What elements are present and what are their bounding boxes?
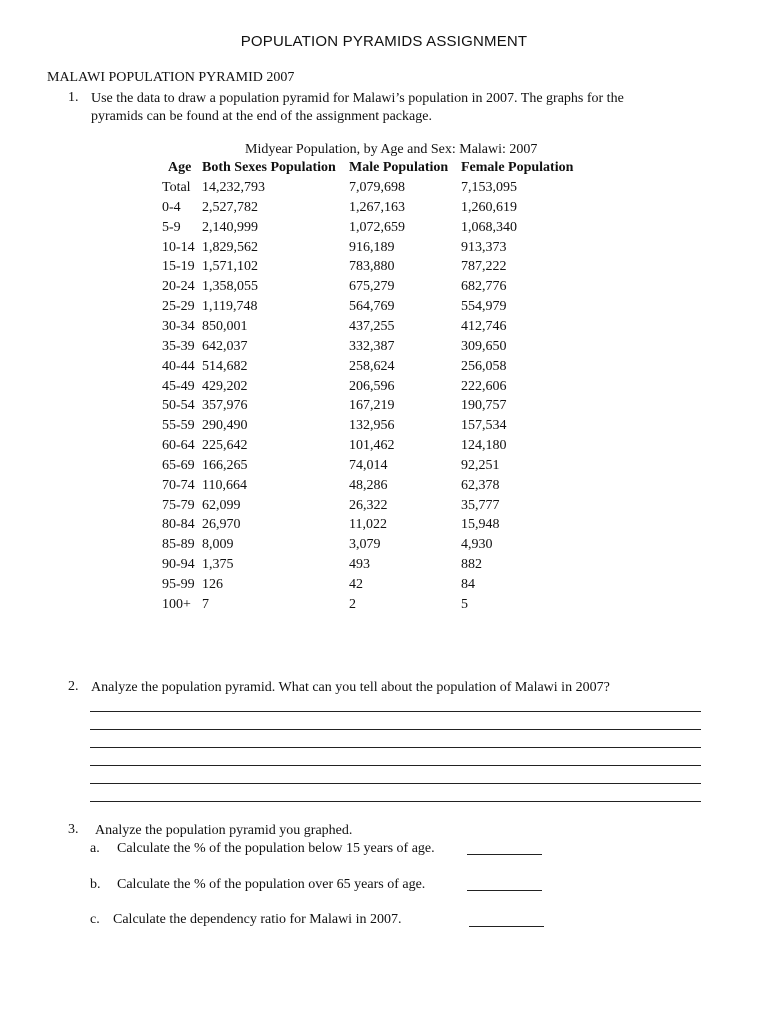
row-female: 412,746 <box>461 318 507 334</box>
row-both-sexes: 62,099 <box>202 497 241 513</box>
row-both-sexes: 225,642 <box>202 438 248 454</box>
answer-blank-3a[interactable] <box>467 854 542 855</box>
header-age: Age <box>168 160 192 175</box>
row-both-sexes: 166,265 <box>202 457 248 473</box>
row-female: 7,153,095 <box>461 180 517 195</box>
row-both-sexes: 1,571,102 <box>202 259 258 275</box>
row-male: 916,189 <box>349 239 395 255</box>
row-female: 222,606 <box>461 378 507 394</box>
row-age: 45-49 <box>162 378 195 394</box>
row-female: 256,058 <box>461 358 507 374</box>
row-both-sexes: 26,970 <box>202 517 241 533</box>
header-male: Male Population <box>349 160 449 175</box>
row-female: 92,251 <box>461 457 500 473</box>
row-female: 5 <box>461 596 468 612</box>
question-3c-label: c. <box>90 912 100 927</box>
answer-line[interactable] <box>90 711 701 712</box>
row-age: 95-99 <box>162 577 195 592</box>
row-both-sexes: 1,829,562 <box>202 239 258 255</box>
question-3-number: 3. <box>68 822 79 837</box>
header-both-sexes: Both Sexes Population <box>202 160 336 175</box>
row-female: 15,948 <box>461 517 500 533</box>
row-age: Total <box>162 180 191 195</box>
row-female: 35,777 <box>461 497 500 513</box>
row-both-sexes: 514,682 <box>202 358 248 374</box>
row-male: 132,956 <box>349 418 395 434</box>
row-age: 35-39 <box>162 338 195 354</box>
row-both-sexes: 1,358,055 <box>202 279 258 295</box>
row-age: 50-54 <box>162 398 195 414</box>
answer-blank-3c[interactable] <box>469 926 544 927</box>
row-male: 437,255 <box>349 318 395 334</box>
row-female: 882 <box>461 557 482 573</box>
answer-line[interactable] <box>90 729 701 730</box>
row-male: 1,267,163 <box>349 199 405 215</box>
page-title: POPULATION PYRAMIDS ASSIGNMENT <box>240 33 528 50</box>
row-both-sexes: 110,664 <box>202 477 247 493</box>
row-female: 124,180 <box>461 438 507 454</box>
question-3b-label: b. <box>90 877 101 892</box>
row-male: 74,014 <box>349 457 388 473</box>
row-age: 0-4 <box>162 199 181 215</box>
question-1-line-2: pyramids can be found at the end of the assignment package. <box>91 109 432 124</box>
row-male: 3,079 <box>349 537 381 553</box>
row-male: 258,624 <box>349 358 395 374</box>
row-male: 206,596 <box>349 378 395 394</box>
row-male: 493 <box>349 557 370 573</box>
row-age: 90-94 <box>162 557 195 573</box>
row-age: 40-44 <box>162 358 195 374</box>
question-3-text: Analyze the population pyramid you graphed. <box>95 823 353 838</box>
header-female: Female Population <box>461 160 574 175</box>
row-female: 190,757 <box>461 398 507 414</box>
row-female: 1,068,340 <box>461 219 517 235</box>
row-male: 167,219 <box>349 398 395 414</box>
row-male: 783,880 <box>349 259 395 275</box>
question-3c-text: Calculate the dependency ratio for Malawi in 2007. <box>113 912 402 927</box>
row-female: 309,650 <box>461 338 507 354</box>
row-both-sexes: 429,202 <box>202 378 248 394</box>
question-1-line-1: Use the data to draw a population pyramid for Malawi’s population in 2007. The graphs for the <box>91 91 624 106</box>
row-age: 25-29 <box>162 299 195 315</box>
row-male: 26,322 <box>349 497 388 513</box>
row-female: 682,776 <box>461 279 507 295</box>
row-age: 70-74 <box>162 477 195 493</box>
question-2-text: Analyze the population pyramid. What can you tell about the population of Malawi in 2007? <box>91 680 610 695</box>
row-age: 80-84 <box>162 517 195 533</box>
row-both-sexes: 642,037 <box>202 338 248 354</box>
row-age: 100+ <box>162 596 191 612</box>
row-male: 48,286 <box>349 477 388 493</box>
row-both-sexes: 2,140,999 <box>202 219 258 235</box>
row-age: 15-19 <box>162 259 195 275</box>
row-age: 10-14 <box>162 239 195 255</box>
row-both-sexes: 8,009 <box>202 537 234 553</box>
answer-line[interactable] <box>90 765 701 766</box>
row-male: 564,769 <box>349 299 395 315</box>
answer-line[interactable] <box>90 747 701 748</box>
row-both-sexes: 2,527,782 <box>202 199 258 215</box>
question-2-number: 2. <box>68 679 79 694</box>
answer-line[interactable] <box>90 783 701 784</box>
row-female: 787,222 <box>461 259 507 275</box>
row-male: 675,279 <box>349 279 395 295</box>
row-male: 332,387 <box>349 338 395 354</box>
row-age: 85-89 <box>162 537 195 553</box>
row-both-sexes: 850,001 <box>202 318 248 334</box>
row-male: 11,022 <box>349 517 387 533</box>
answer-blank-3b[interactable] <box>467 890 542 891</box>
row-age: 30-34 <box>162 318 195 334</box>
row-both-sexes: 1,375 <box>202 557 234 573</box>
row-both-sexes: 126 <box>202 577 223 592</box>
row-both-sexes: 7 <box>202 596 209 612</box>
row-male: 2 <box>349 596 356 612</box>
row-age: 65-69 <box>162 457 195 473</box>
section-heading: MALAWI POPULATION PYRAMID 2007 <box>47 70 295 85</box>
row-male: 42 <box>349 577 363 592</box>
row-age: 60-64 <box>162 438 195 454</box>
answer-line[interactable] <box>90 801 701 802</box>
row-age: 20-24 <box>162 279 195 295</box>
row-both-sexes: 357,976 <box>202 398 248 414</box>
row-female: 554,979 <box>461 299 507 315</box>
question-3a-text: Calculate the % of the population below 15 years of age. <box>117 841 435 856</box>
row-age: 75-79 <box>162 497 195 513</box>
row-age: 55-59 <box>162 418 195 434</box>
row-male: 101,462 <box>349 438 395 454</box>
question-3a-label: a. <box>90 841 100 856</box>
row-female: 62,378 <box>461 477 500 493</box>
row-male: 1,072,659 <box>349 219 405 235</box>
row-both-sexes: 14,232,793 <box>202 180 265 195</box>
question-3b-text: Calculate the % of the population over 65 years of age. <box>117 877 426 892</box>
row-male: 7,079,698 <box>349 180 405 195</box>
row-both-sexes: 290,490 <box>202 418 248 434</box>
row-female: 1,260,619 <box>461 199 517 215</box>
row-female: 913,373 <box>461 239 507 255</box>
row-both-sexes: 1,119,748 <box>202 299 258 315</box>
table-caption: Midyear Population, by Age and Sex: Malawi: 2007 <box>245 142 538 157</box>
row-age: 5-9 <box>162 219 181 235</box>
row-female: 84 <box>461 577 475 592</box>
question-1-number: 1. <box>68 90 79 105</box>
row-female: 4,930 <box>461 537 493 553</box>
row-female: 157,534 <box>461 418 507 434</box>
